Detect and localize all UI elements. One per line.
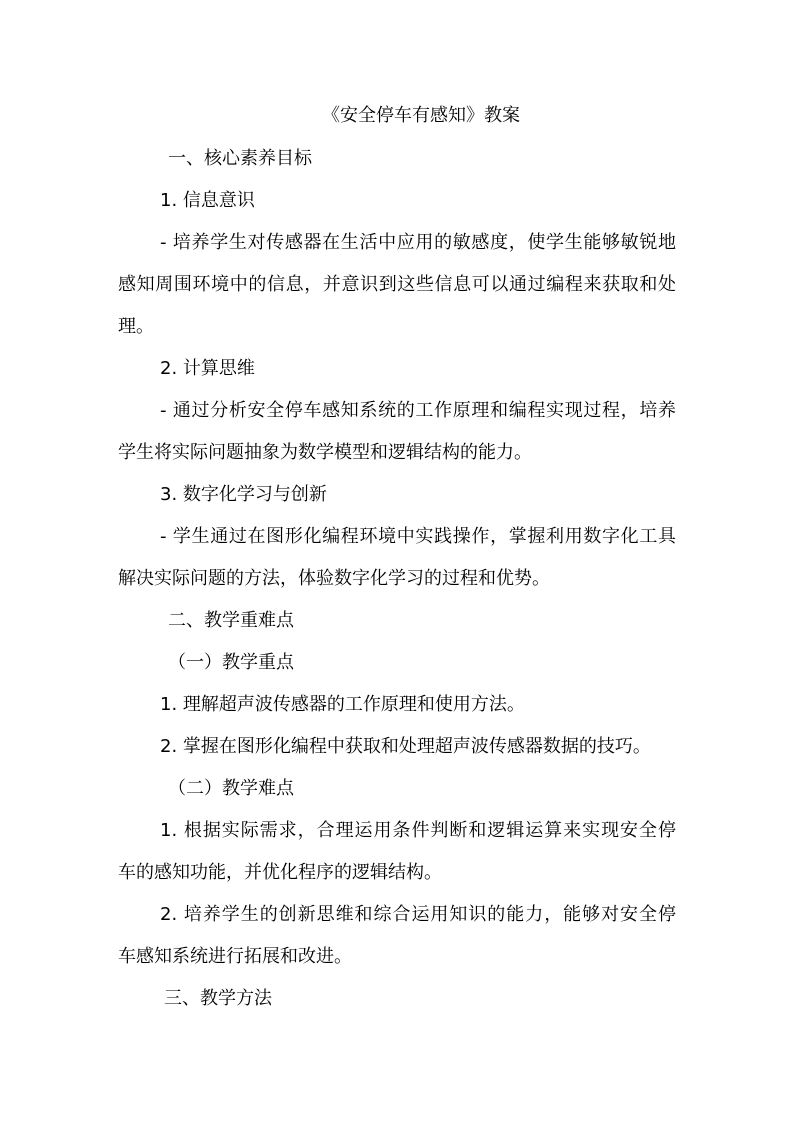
- paragraph-line: - 培养学生对传感器在生活中应用的敏感度，使学生能够敏锐地: [160, 232, 676, 253]
- paragraph-line: 解决实际问题的方法，体验数字化学习的过程和优势。: [118, 568, 550, 589]
- section-heading-key-points: 二、教学重难点: [168, 610, 294, 631]
- list-item: 2. 培养学生的创新思维和综合运用知识的能力，能够对安全停: [160, 904, 676, 925]
- paragraph-line: - 通过分析安全停车感知系统的工作原理和编程实现过程，培养: [160, 400, 676, 421]
- item-label-computational-thinking: 2. 计算思维: [160, 358, 255, 379]
- document-title: 《安全停车有感知》教案: [322, 105, 520, 126]
- paragraph-line: - 学生通过在图形化编程环境中实践操作，掌握利用数字化工具: [160, 526, 676, 547]
- item-label-digital-learning: 3. 数字化学习与创新: [160, 484, 327, 505]
- subsection-heading-focus: （一）教学重点: [168, 652, 294, 673]
- list-item-continuation: 车的感知功能，并优化程序的逻辑结构。: [118, 862, 442, 883]
- list-item: 1. 根据实际需求，合理运用条件判断和逻辑运算来实现安全停: [160, 820, 676, 841]
- item-label-information-awareness: 1. 信息意识: [160, 190, 255, 211]
- list-item-continuation: 车感知系统进行拓展和改进。: [118, 946, 352, 967]
- paragraph-line: 学生将实际问题抽象为数学模型和逻辑结构的能力。: [118, 442, 532, 463]
- paragraph-line: 理。: [118, 316, 154, 337]
- subsection-heading-difficulty: （二）教学难点: [168, 778, 294, 799]
- section-heading-methods: 三、教学方法: [164, 988, 272, 1009]
- list-item: 1. 理解超声波传感器的工作原理和使用方法。: [160, 694, 525, 715]
- section-heading-core-goals: 一、核心素养目标: [168, 148, 312, 169]
- list-item: 2. 掌握在图形化编程中获取和处理超声波传感器数据的技巧。: [160, 736, 651, 757]
- paragraph-line: 感知周围环境中的信息，并意识到这些信息可以通过编程来获取和处: [118, 274, 676, 295]
